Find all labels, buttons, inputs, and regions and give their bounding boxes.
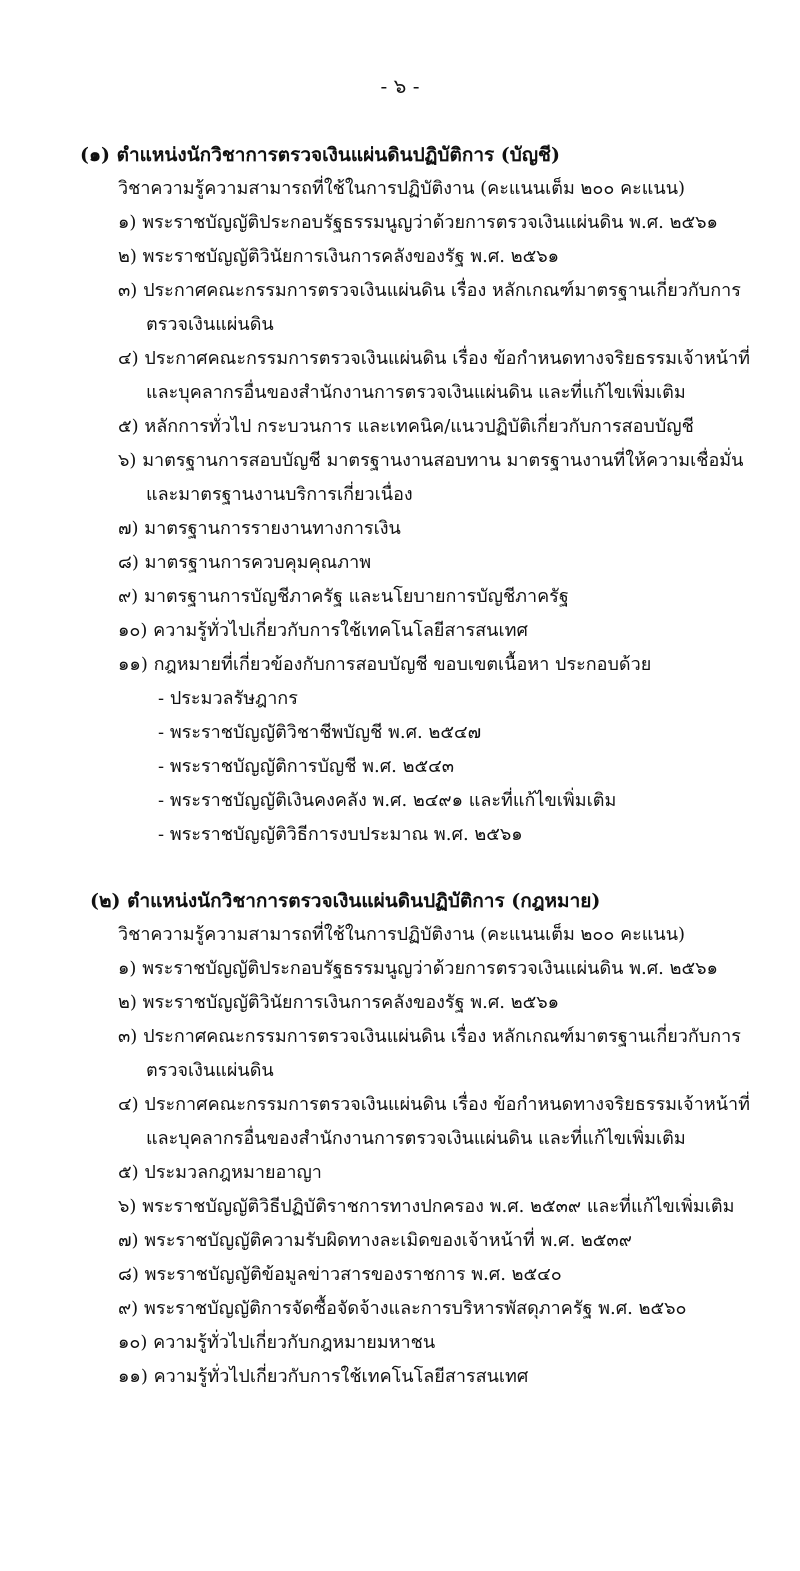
item-text-continuation: และบุคลากรอื่นของสำนักงานการตรวจเงินแผ่นดิน และที่แก้ไขเพิ่มเติม xyxy=(146,382,686,403)
item-number: ๑๑) xyxy=(118,654,148,675)
item-number: ๒) xyxy=(118,992,137,1013)
item-text: พระราชบัญญัติความรับผิดทางละเมิดของเจ้าหน้าที่ พ.ศ. ๒๕๓๙ xyxy=(144,1230,632,1251)
section-law xyxy=(0,884,800,1394)
item-text: มาตรฐานการสอบบัญชี มาตรฐานงานสอบทาน มาตรฐานงานที่ให้ความเชื่อมั่น xyxy=(142,450,744,471)
sub-item-text: พระราชบัญญัติวิชาชีพบัญชี พ.ศ. ๒๕๔๗ xyxy=(169,722,482,743)
item-number: ๔) xyxy=(118,1094,139,1115)
page-number: - ๖ - xyxy=(380,74,420,98)
item-text: พระราชบัญญัติวินัยการเงินการคลังของรัฐ พ.ศ. ๒๕๖๑ xyxy=(142,992,560,1013)
item-number: ๔) xyxy=(118,348,139,369)
sub-list-item: - พระราชบัญญัติวิธีการงบประมาณ พ.ศ. ๒๕๖๑ xyxy=(158,824,523,845)
item-number: ๕) xyxy=(118,416,139,437)
item-text: ความรู้ทั่วไปเกี่ยวกับกฎหมายมหาชน xyxy=(153,1332,436,1353)
item-text: มาตรฐานการบัญชีภาครัฐ และนโยบายการบัญชีภาครัฐ xyxy=(143,586,569,607)
list-item xyxy=(0,1258,800,1292)
item-number: ๕) xyxy=(118,1162,139,1183)
item-list xyxy=(0,952,800,1394)
item-text: มาตรฐานการรายงานทางการเงิน xyxy=(144,518,401,539)
list-item xyxy=(0,952,800,986)
item-number: ๑๐) xyxy=(118,620,148,641)
list-item xyxy=(0,614,800,648)
sub-item-text: พระราชบัญญัติการบัญชี พ.ศ. ๒๕๔๓ xyxy=(169,756,455,777)
list-item xyxy=(0,580,800,614)
item-text: พระราชบัญญัติประกอบรัฐธรรมนูญว่าด้วยการตรวจเงินแผ่นดิน พ.ศ. ๒๕๖๑ xyxy=(142,958,718,979)
list-item xyxy=(0,1360,800,1394)
list-item xyxy=(0,444,800,512)
list-item xyxy=(0,512,800,546)
item-number: ๗) xyxy=(118,518,139,539)
item-text-continuation: และบุคลากรอื่นของสำนักงานการตรวจเงินแผ่นดิน และที่แก้ไขเพิ่มเติม xyxy=(146,1128,686,1149)
item-text: กฎหมายที่เกี่ยวข้องกับการสอบบัญชี ขอบเขตเนื้อหา ประกอบด้วย xyxy=(153,654,652,675)
list-item xyxy=(0,206,800,240)
item-text: ประกาศคณะกรรมการตรวจเงินแผ่นดิน เรื่อง หลักเกณฑ์มาตรฐานเกี่ยวกับการ xyxy=(143,280,741,301)
list-item xyxy=(0,240,800,274)
list-item xyxy=(0,1088,800,1156)
item-number: ๓) xyxy=(118,280,138,301)
item-number: ๘) xyxy=(118,552,139,573)
item-text: พระราชบัญญัติประกอบรัฐธรรมนูญว่าด้วยการตรวจเงินแผ่นดิน พ.ศ. ๒๕๖๑ xyxy=(142,212,718,233)
item-number: ๘) xyxy=(118,1264,139,1285)
sub-list-item: - พระราชบัญญัติการบัญชี พ.ศ. ๒๕๔๓ xyxy=(158,756,455,777)
item-number: ๑) xyxy=(118,212,137,233)
list-item xyxy=(0,410,800,444)
item-text: ประกาศคณะกรรมการตรวจเงินแผ่นดิน เรื่อง หลักเกณฑ์มาตรฐานเกี่ยวกับการ xyxy=(143,1026,741,1047)
section-subtitle: วิชาความรู้ความสามารถที่ใช้ในการปฏิบัติงาน (คะแนนเต็ม ๒๐๐ คะแนน) xyxy=(118,178,686,199)
item-text-continuation: ตรวจเงินแผ่นดิน xyxy=(146,314,274,335)
item-text: ความรู้ทั่วไปเกี่ยวกับการใช้เทคโนโลยีสารสนเทศ xyxy=(153,1366,529,1387)
sub-item-text: พระราชบัญญัติเงินคงคลัง พ.ศ. ๒๔๙๑ และที่แก้ไขเพิ่มเติม xyxy=(169,790,617,811)
list-item xyxy=(0,274,800,342)
list-item xyxy=(0,1292,800,1326)
item-number: ๖) xyxy=(118,450,137,471)
list-item xyxy=(0,1326,800,1360)
list-item xyxy=(0,342,800,410)
item-number: ๑๐) xyxy=(118,1332,148,1353)
item-number: ๑๑) xyxy=(118,1366,148,1387)
list-item xyxy=(0,648,800,682)
item-text: ความรู้ทั่วไปเกี่ยวกับการใช้เทคโนโลยีสารสนเทศ xyxy=(153,620,528,641)
item-number: ๒) xyxy=(118,246,137,267)
section-subtitle: วิชาความรู้ความสามารถที่ใช้ในการปฏิบัติงาน (คะแนนเต็ม ๒๐๐ คะแนน) xyxy=(118,924,686,945)
item-text: พระราชบัญญัติวินัยการเงินการคลังของรัฐ พ.ศ. ๒๕๖๑ xyxy=(142,246,560,267)
item-text: พระราชบัญญัติข้อมูลข่าวสารของราชการ พ.ศ. ๒๕๔๐ xyxy=(144,1264,562,1285)
item-text: ประกาศคณะกรรมการตรวจเงินแผ่นดิน เรื่อง ข้อกำหนดทางจริยธรรมเจ้าหน้าที่ xyxy=(144,1094,750,1115)
sub-item-list xyxy=(0,682,800,852)
section-title: (๑) ตำแหน่งนักวิชาการตรวจเงินแผ่นดินปฏิบัติการ (บัญชี) xyxy=(80,144,560,166)
section-accounting xyxy=(0,138,800,852)
item-text: พระราชบัญญัติการจัดซื้อจัดจ้างและการบริหารพัสดุภาครัฐ พ.ศ. ๒๕๖๐ xyxy=(143,1298,687,1319)
list-item xyxy=(0,1020,800,1088)
item-text: หลักการทั่วไป กระบวนการ และเทคนิค/แนวปฏิบัติเกี่ยวกับการสอบบัญชี xyxy=(144,416,694,437)
sub-item-text: พระราชบัญญัติวิธีการงบประมาณ พ.ศ. ๒๕๖๑ xyxy=(169,824,523,845)
item-text: มาตรฐานการควบคุมคุณภาพ xyxy=(144,552,372,573)
list-item xyxy=(0,1224,800,1258)
item-number: ๓) xyxy=(118,1026,138,1047)
item-text: พระราชบัญญัติวิธีปฏิบัติราชการทางปกครอง พ.ศ. ๒๕๓๙ และที่แก้ไขเพิ่มเติม xyxy=(142,1196,735,1217)
list-item xyxy=(0,1156,800,1190)
list-item xyxy=(0,1190,800,1224)
list-item xyxy=(0,546,800,580)
item-number: ๙) xyxy=(118,1298,139,1319)
item-text: ประมวลกฎหมายอาญา xyxy=(144,1162,322,1183)
item-number: ๗) xyxy=(118,1230,139,1251)
sub-item-text: ประมวลรัษฎากร xyxy=(169,688,298,709)
item-number: ๖) xyxy=(118,1196,137,1217)
sub-list-item: - พระราชบัญญัติวิชาชีพบัญชี พ.ศ. ๒๕๔๗ xyxy=(158,722,482,743)
list-item xyxy=(0,986,800,1020)
item-list xyxy=(0,206,800,682)
item-number: ๙) xyxy=(118,586,139,607)
sub-list-item: - พระราชบัญญัติเงินคงคลัง พ.ศ. ๒๔๙๑ และที่แก้ไขเพิ่มเติม xyxy=(158,790,617,811)
sub-list-item: - ประมวลรัษฎากร xyxy=(158,688,298,709)
item-text-continuation: และมาตรฐานงานบริการเกี่ยวเนื่อง xyxy=(146,484,413,505)
section-title: (๒) ตำแหน่งนักวิชาการตรวจเงินแผ่นดินปฏิบัติการ (กฎหมาย) xyxy=(90,890,601,912)
item-text-continuation: ตรวจเงินแผ่นดิน xyxy=(146,1060,274,1081)
item-text: ประกาศคณะกรรมการตรวจเงินแผ่นดิน เรื่อง ข้อกำหนดทางจริยธรรมเจ้าหน้าที่ xyxy=(144,348,750,369)
item-number: ๑) xyxy=(118,958,137,979)
